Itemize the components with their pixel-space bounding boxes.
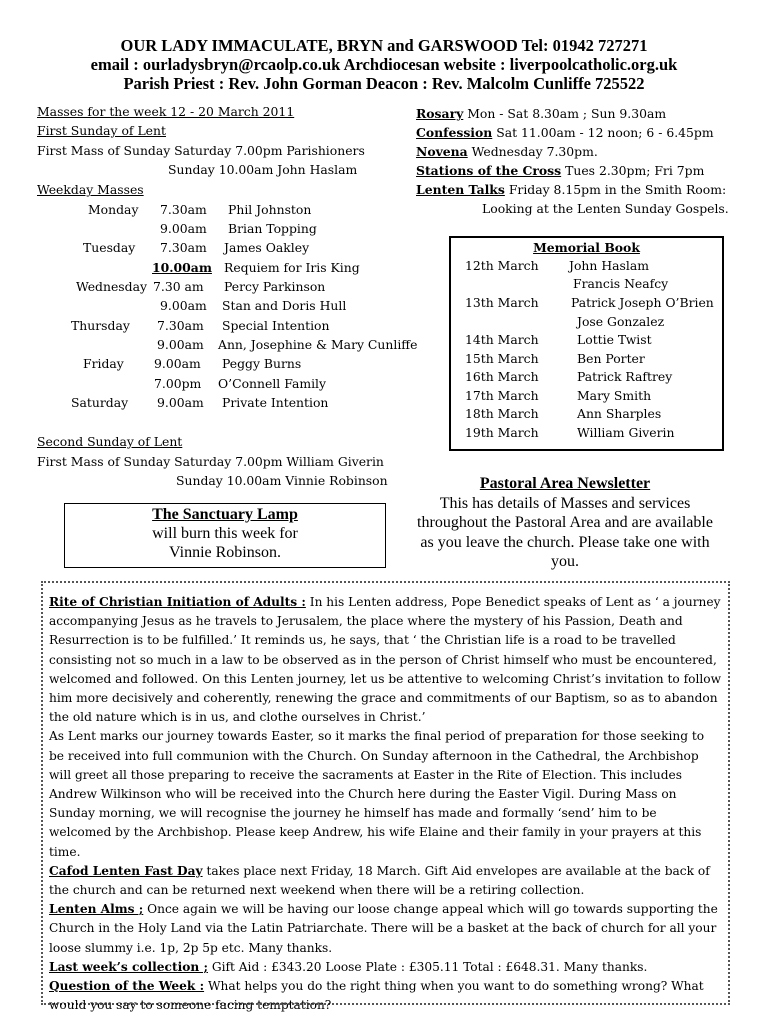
confession-label: Confession xyxy=(416,125,493,140)
weekday-time: 7.30am xyxy=(160,202,207,217)
rcia-label: Rite of Christian Initiation of Adults : xyxy=(49,595,306,609)
novena-row xyxy=(416,142,736,161)
cafod-text: takes place next Friday, 18 March. Gift Aid envelopes are available at the back of the church and can be returned next weekend when there will be a retiring collection. xyxy=(49,863,710,898)
stations-text: Tues 2.30pm; Fri 7pm xyxy=(561,163,705,178)
memorial-name: Mary Smith xyxy=(577,388,652,403)
rosary-label: Rosary xyxy=(416,106,464,121)
rcia-notice xyxy=(49,593,722,727)
weekday-day: Wednesday xyxy=(76,279,147,294)
memorial-name: Lottie Twist xyxy=(577,332,652,347)
memorial-name: Francis Neafcy xyxy=(573,276,669,291)
sanctuary-line2: Vinnie Robinson. xyxy=(169,544,281,561)
weekday-time: 7.30 am xyxy=(153,279,204,294)
confession-row xyxy=(416,123,736,142)
question-label: Question of the Week : xyxy=(49,979,205,994)
memorial-name: Jose Gonzalez xyxy=(577,314,665,329)
novena-label: Novena xyxy=(416,144,468,159)
stations-row xyxy=(416,161,736,180)
header-line-parish: OUR LADY IMMACULATE, BRYN and GARSWOOD Tel: 01942 727271 xyxy=(120,36,648,55)
alms-label: Lenten Alms ; xyxy=(49,902,144,917)
rcia-notice-continued: As Lent marks our journey towards Easter, so it marks the final period of preparation for those seeking to be received into full communion with the Church. On Sunday afternoon in the Cathedral, the Archbishop will greet all those preparing to receive the sacraments at Easter in the Rite of Election. This includes Andrew Wilkinson who will be received into the Church here during the Easter Vigil. During Mass on Sunday morning, we will recognise the journey he himself has made and formally ‘send’ him to be welcomed by the Archbishop. Please keep Andrew, his wife Elaine and their family in your prayers at this time. xyxy=(49,729,705,859)
second-sunday-saturday-line: First Mass of Sunday Saturday 7.00pm William Giverin xyxy=(37,454,384,469)
first-sunday-saturday-line: First Mass of Sunday Saturday 7.00pm Parishioners xyxy=(37,143,365,158)
question-text: What helps you do the right thing when you want to do something wrong? What would you say to someone facing temptation? xyxy=(49,979,704,1013)
alms-text: Once again we will be having our loose change appeal which will go towards supporting the Church in the Holy Land via the Latin Patriarchate. There will be a basket at the back of church for all your loose slummy i.e. 1p, 2p 5p etc. Many thanks. xyxy=(49,902,718,955)
weekday-time: 9.00am xyxy=(160,221,207,236)
sanctuary-lamp-box xyxy=(64,503,386,568)
memorial-date: 18th March xyxy=(465,406,539,421)
collection-text: Gift Aid : £343.20 Loose Plate : £305.11 Total : £648.31. Many thanks. xyxy=(207,959,648,974)
weekday-day: Tuesday xyxy=(83,240,136,255)
question-notice xyxy=(49,977,722,1015)
parish-header xyxy=(0,36,768,93)
header-line-contact: email : ourladysbryn@rcaolp.co.uk Archdiocesan website : liverpoolcatholic.org.uk xyxy=(90,55,678,74)
pastoral-area-newsletter xyxy=(410,474,720,572)
first-sunday-title: First Sunday of Lent xyxy=(37,123,166,138)
memorial-name: Ben Porter xyxy=(577,351,645,366)
memorial-date: 14th March xyxy=(465,332,539,347)
pastoral-text: This has details of Masses and services throughout the Pastoral Area and are available as you leave the church. Please take one with you. xyxy=(417,494,713,570)
cafod-notice xyxy=(49,862,722,900)
memorial-name: William Giverin xyxy=(577,425,675,440)
weekday-time: 7.30am xyxy=(160,240,207,255)
lenten-talks-label: Lenten Talks xyxy=(416,182,505,197)
weekday-intention: Requiem for Iris King xyxy=(224,260,360,275)
novena-text: Wednesday 7.30pm. xyxy=(467,144,598,159)
lenten-talks-subtitle: Looking at the Lenten Sunday Gospels. xyxy=(482,201,729,216)
sanctuary-title: The Sanctuary Lamp xyxy=(152,506,298,523)
weekday-intention: Private Intention xyxy=(222,395,329,410)
memorial-date: 15th March xyxy=(465,351,539,366)
memorial-date: 12th March xyxy=(465,258,539,273)
weekday-intention: Ann, Josephine & Mary Cunliffe xyxy=(218,337,418,352)
weekday-time: 9.00am xyxy=(154,356,201,371)
header-line-clergy: Parish Priest : Rev. John Gorman Deacon : Rev. Malcolm Cunliffe 725522 xyxy=(123,74,645,93)
lenten-talks-text: Friday 8.15pm in the Smith Room: xyxy=(504,182,727,197)
memorial-name: Ann Sharples xyxy=(577,406,662,421)
weekday-day: Friday xyxy=(83,356,124,371)
rcia-text: In his Lenten address, Pope Benedict speaks of Lent as ‘ a journey accompanying Jesus as he travels to Jerusalem, the place where the mystery of his Passion, Death and Resurrection is to be fulfilled.’ It reminds us, he says, that ‘ the Christian life is a road to be travelled consisting not so much in a law to be observed as in the person of Christ himself who must be encountered, welcomed and followed. On this Lenten journey, let us be attentive to welcoming Christ’s invitation to follow him more decisively and coherently, renewing the grace and commitments of our Baptism, so as to abandon the old nature which is in us, and clothe ourselves in Christ.’ xyxy=(49,595,722,725)
second-sunday-sunday-line: Sunday 10.00am Vinnie Robinson xyxy=(176,473,388,488)
memorial-book-box xyxy=(449,236,724,451)
pastoral-title: Pastoral Area Newsletter xyxy=(479,475,651,492)
stations-label: Stations of the Cross xyxy=(416,163,562,178)
weekday-time: 10.00am xyxy=(152,260,212,275)
rosary-text: Mon - Sat 8.30am ; Sun 9.30am xyxy=(463,106,667,121)
weekday-time: 9.00am xyxy=(157,395,204,410)
lenten-alms-notice xyxy=(49,900,722,958)
lenten-talks-row xyxy=(416,180,736,199)
first-sunday-sunday-line: Sunday 10.00am John Haslam xyxy=(168,162,358,177)
weekday-intention: Special Intention xyxy=(222,318,330,333)
weekday-intention: James Oakley xyxy=(224,240,310,255)
memorial-date: 13th March xyxy=(465,295,539,310)
devotions-column xyxy=(416,104,736,218)
weekday-time: 9.00am xyxy=(157,337,204,352)
weekday-intention: Stan and Doris Hull xyxy=(222,298,347,313)
collection-label: Last week’s collection ; xyxy=(49,959,208,974)
weekday-intention: Brian Topping xyxy=(228,221,317,236)
weekday-intention: Phil Johnston xyxy=(228,202,312,217)
weekday-intention: Peggy Burns xyxy=(222,356,302,371)
memorial-name: John Haslam xyxy=(569,258,649,273)
memorial-date: 16th March xyxy=(465,369,539,384)
second-sunday-title: Second Sunday of Lent xyxy=(37,434,183,449)
weekday-time: 7.30am xyxy=(157,318,204,333)
weekday-day: Thursday xyxy=(71,318,130,333)
weekday-intention: Percy Parkinson xyxy=(224,279,326,294)
weekday-time: 7.00pm xyxy=(154,376,202,391)
collection-notice xyxy=(49,958,722,977)
memorial-date: 19th March xyxy=(465,425,539,440)
memorial-date: 17th March xyxy=(465,388,539,403)
cafod-label: Cafod Lenten Fast Day xyxy=(49,863,203,878)
masses-week-title: Masses for the week 12 - 20 March 2011 xyxy=(37,104,295,119)
notices-box xyxy=(41,581,730,1013)
memorial-name: Patrick Raftrey xyxy=(577,369,673,384)
weekday-day: Saturday xyxy=(71,395,129,410)
weekday-intention: O’Connell Family xyxy=(218,376,327,391)
memorial-name: Patrick Joseph O’Brien xyxy=(571,295,714,310)
rosary-row xyxy=(416,104,736,123)
memorial-book-title: Memorial Book xyxy=(533,240,640,255)
weekday-day: Monday xyxy=(88,202,139,217)
sanctuary-line1: will burn this week for xyxy=(152,525,298,542)
weekday-masses-title: Weekday Masses xyxy=(37,182,144,197)
confession-text: Sat 11.00am - 12 noon; 6 - 6.45pm xyxy=(492,125,714,140)
weekday-time: 9.00am xyxy=(160,298,207,313)
